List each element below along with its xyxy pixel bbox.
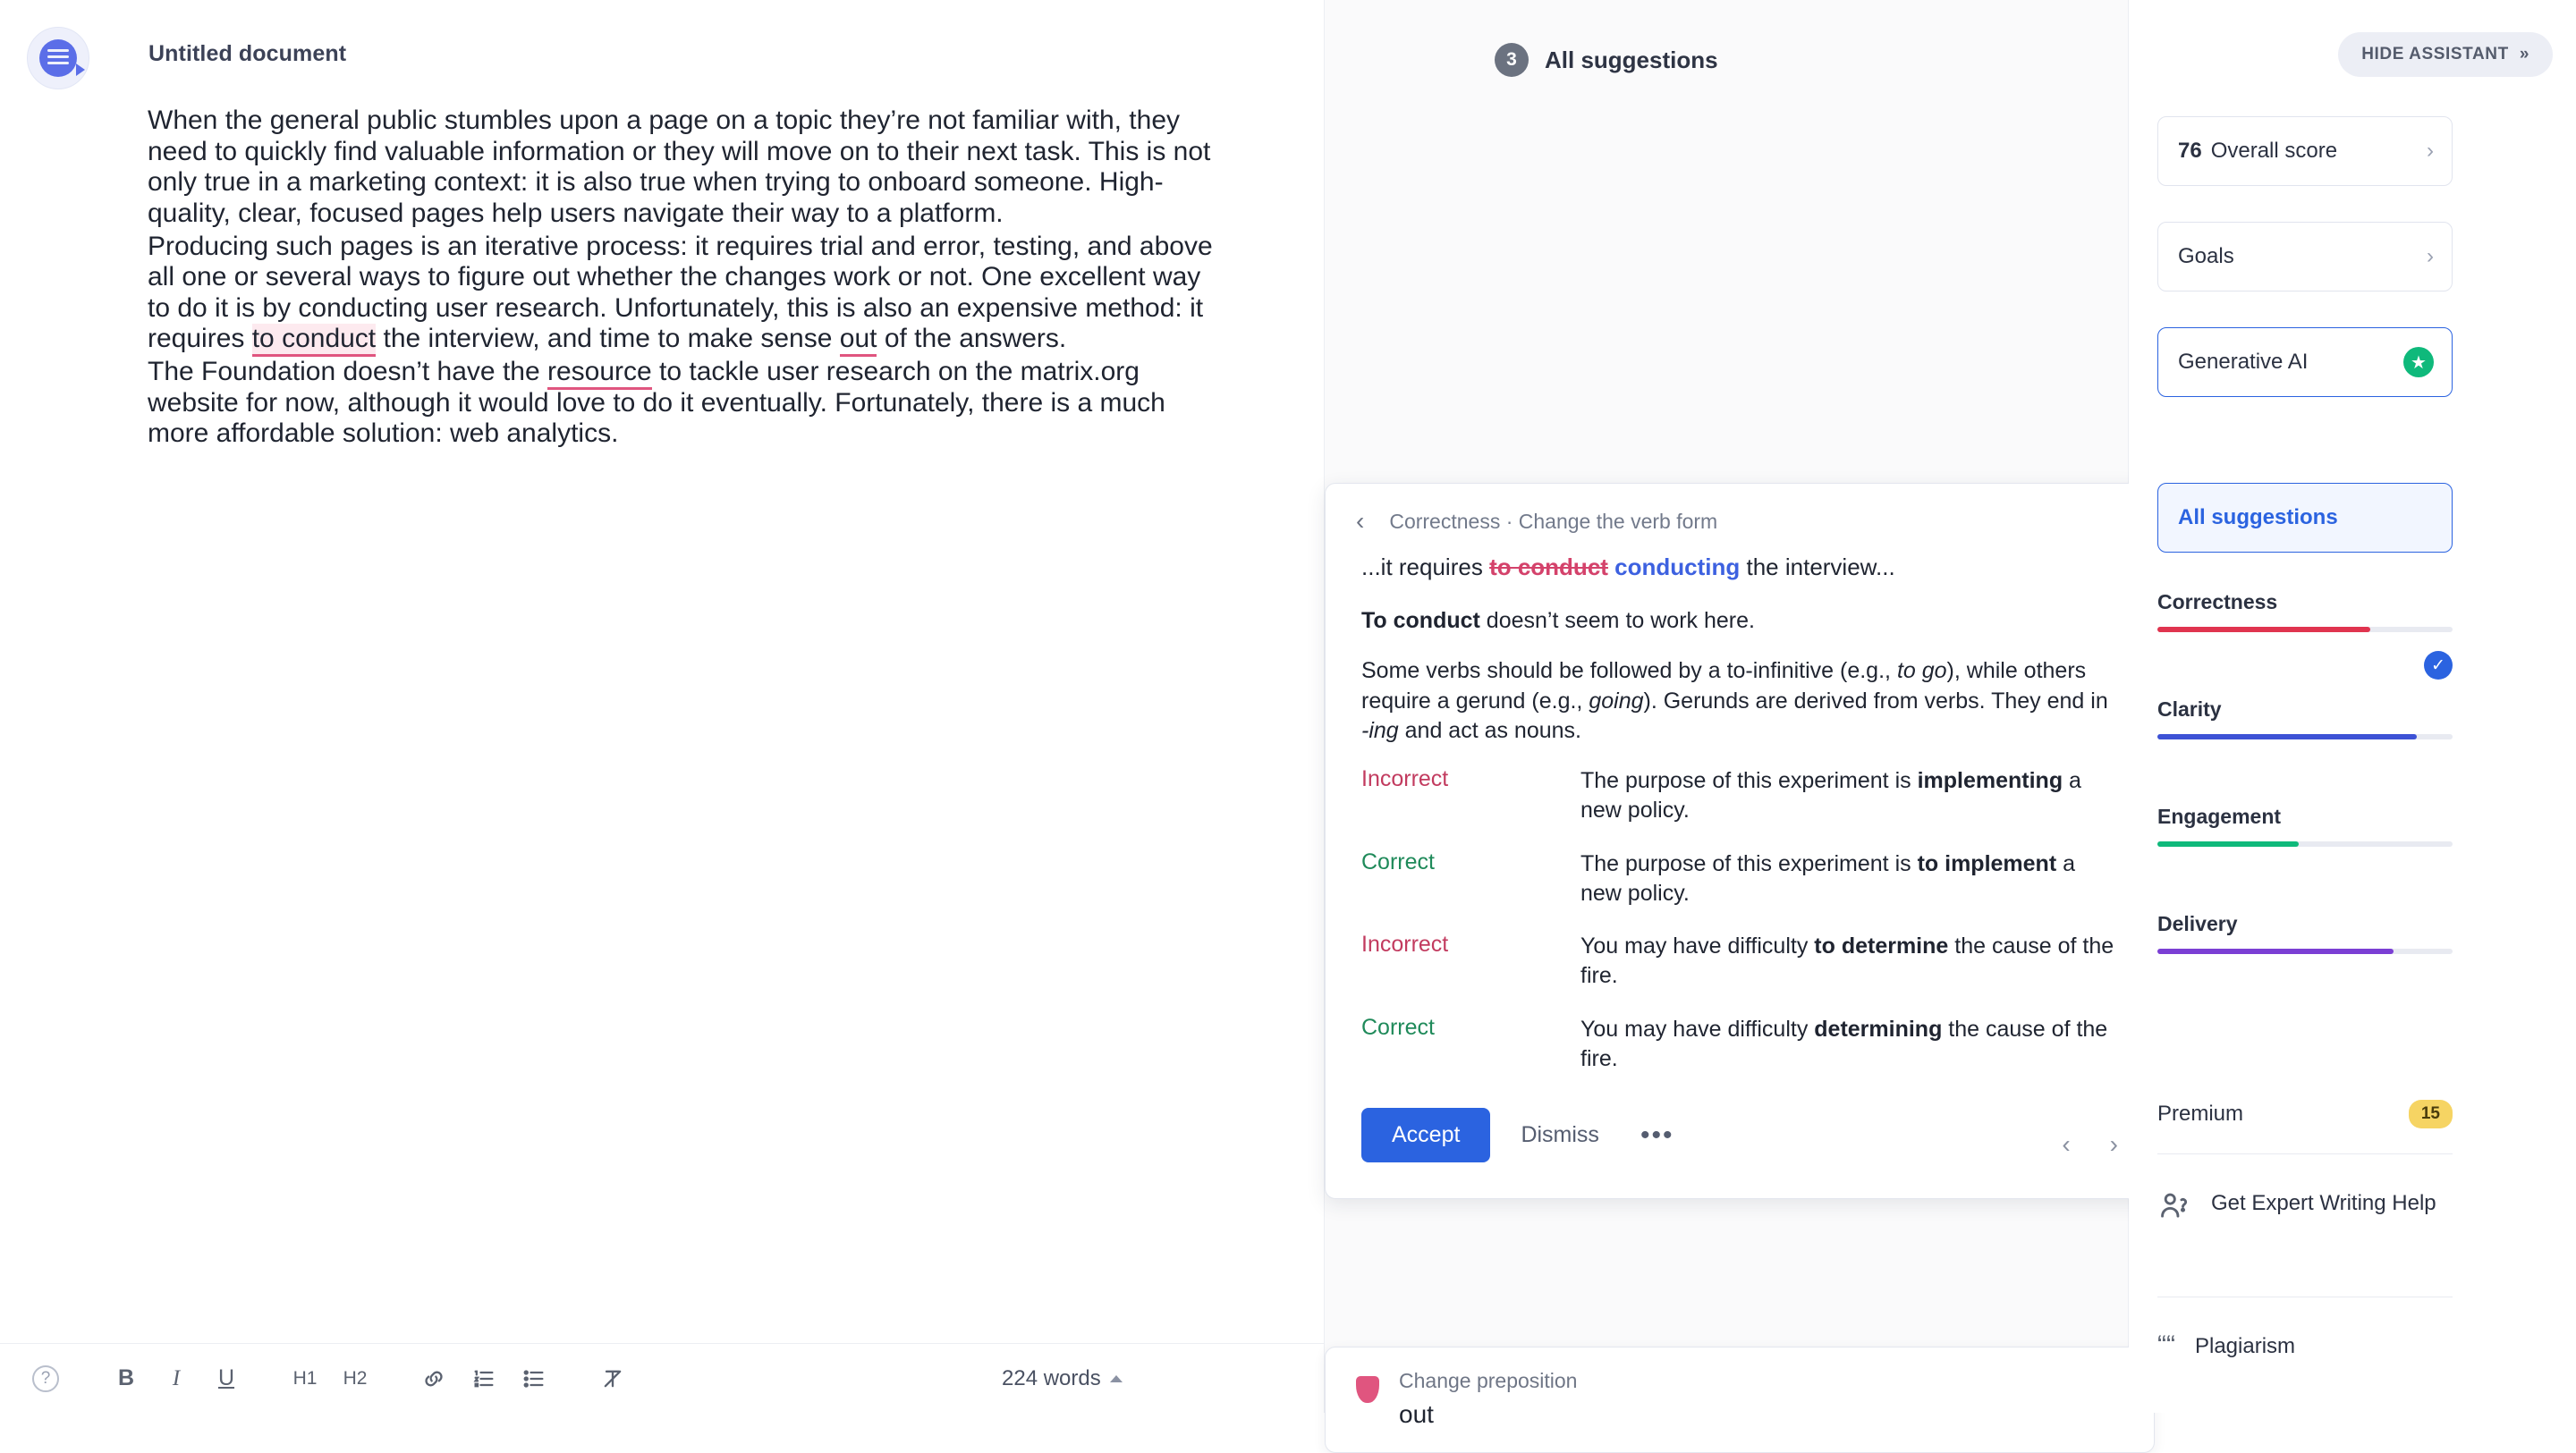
suggestion-highlight-resource[interactable]: resource: [547, 357, 652, 390]
example-text-part: the cause of the fire.: [1580, 933, 2114, 989]
example-text-part: The purpose of this experiment is: [1580, 768, 1918, 794]
suggestions-header-label: All suggestions: [1545, 46, 1718, 73]
italic-button[interactable]: I: [172, 1365, 181, 1390]
metric-correctness[interactable]: [2157, 590, 2453, 632]
example-text-part: a new policy.: [1580, 850, 2076, 906]
check-circle-icon: ✓: [2424, 651, 2453, 680]
example-text: [1580, 932, 2118, 992]
paragraph-1: [148, 106, 1216, 230]
examples-list: [1361, 766, 2118, 1074]
heading-2-button[interactable]: H2: [343, 1367, 368, 1389]
all-suggestions-label: All suggestions: [2178, 505, 2338, 529]
text-run: of the answers.: [877, 324, 1067, 354]
example-text-part: a new policy.: [1580, 768, 2081, 824]
plagiarism-row[interactable]: [2157, 1332, 2462, 1360]
accept-button[interactable]: Accept: [1361, 1108, 1490, 1162]
suggestion-card-actions: [1326, 1097, 2154, 1198]
metric-label: Clarity: [2157, 697, 2222, 721]
bulleted-list-icon[interactable]: [512, 1356, 556, 1401]
preview-removed-text: to conduct: [1489, 553, 1608, 580]
example-tag: Correct: [1361, 849, 1435, 874]
heading-1-button[interactable]: H1: [292, 1367, 318, 1389]
text-run: The Foundation doesn’t have the: [148, 357, 547, 387]
example-text: [1580, 766, 2118, 826]
overall-score-row[interactable]: [2157, 116, 2453, 186]
next-suggestion-title: Change preposition: [1399, 1369, 1578, 1392]
plagiarism-label: Plagiarism: [2194, 1334, 2296, 1358]
example-tag: Incorrect: [1361, 932, 1449, 958]
chevron-left-icon[interactable]: ‹: [2062, 1130, 2071, 1159]
premium-row[interactable]: [2157, 1100, 2453, 1128]
metric-label: Correctness: [2157, 590, 2278, 613]
shield-alert-icon: [1356, 1376, 1379, 1403]
explanation-part-italic: -ing: [1361, 718, 1399, 744]
dismiss-button[interactable]: Dismiss: [1521, 1122, 1599, 1148]
preview-added-text: conducting: [1614, 553, 1741, 580]
assistant-sidebar: [2129, 0, 2576, 1413]
premium-count-badge: 15: [2409, 1100, 2453, 1128]
hide-assistant-button[interactable]: [2338, 32, 2553, 77]
example-tag: Correct: [1361, 1014, 1435, 1040]
suggestion-highlight-out[interactable]: out: [840, 324, 877, 357]
assistant-logo-icon[interactable]: [27, 27, 89, 89]
example-text-bold: implementing: [1917, 768, 2063, 794]
goals-row[interactable]: [2157, 222, 2453, 291]
example-row: [1361, 1015, 2118, 1075]
numbered-list-icon[interactable]: [462, 1356, 506, 1401]
suggestion-highlight-to-conduct[interactable]: to conduct: [252, 324, 376, 357]
get-expert-writing-help-row[interactable]: [2157, 1189, 2462, 1223]
chevron-right-icon: ›: [2427, 244, 2434, 268]
editor-toolbar: [0, 1343, 1324, 1413]
document-editor-pane: [0, 0, 1324, 1413]
text-run: Producing such pages is an iterative process: it requires trial and error, testing, and above all one or several ways to figure out whether the changes work or not. One excellent way to do it is by conducting user research. Unfortunately, this is also an expensive method: it requires: [148, 231, 1213, 354]
chevron-left-icon[interactable]: ‹: [1356, 507, 1365, 535]
overall-score-value: 76: [2178, 139, 2202, 163]
metric-delivery[interactable]: [2157, 912, 2453, 954]
explanation-part: ), while others require a gerund (e.g.,: [1361, 657, 2087, 714]
example-tag: Incorrect: [1361, 766, 1449, 792]
metric-bar: [2157, 841, 2453, 847]
example-text-bold: to determine: [1814, 933, 1949, 959]
word-count-label: 224 words: [1002, 1366, 1101, 1390]
person-help-icon: [2157, 1189, 2191, 1223]
goals-label: Goals: [2178, 244, 2234, 268]
card-navigation: [2062, 1130, 2118, 1159]
suggestion-preview: [1361, 552, 2118, 583]
all-suggestions-tab[interactable]: [2157, 483, 2453, 553]
example-text: [1580, 849, 2118, 909]
example-text-part: the cause of the fire.: [1580, 1016, 2108, 1071]
explanation-part-italic: to go: [1896, 657, 1947, 683]
example-row: [1361, 932, 2118, 992]
explanation-part: and act as nouns.: [1398, 718, 1581, 744]
link-icon[interactable]: [411, 1356, 456, 1401]
lightbulb-icon: ★: [2403, 347, 2434, 377]
suggestion-card-body: [1326, 543, 2154, 1074]
generative-ai-row[interactable]: [2157, 327, 2453, 397]
generative-ai-label: Generative AI: [2178, 350, 2309, 374]
chevron-double-right-icon: »: [2519, 45, 2529, 63]
explanation-part-italic: going: [1589, 688, 1644, 714]
preview-prefix: ...it requires: [1361, 553, 1490, 580]
text-run: When the general public stumbles upon a page on a topic they’re not familiar with, they need to quickly find valuable information or they will move on to their next task. This is not only true in a marketing context: it is also true when trying to onboard someone. High-quality, clear, focused pages help users navigate their way to a platform.: [148, 106, 1211, 228]
example-text-bold: determining: [1814, 1016, 1943, 1042]
underline-button[interactable]: U: [217, 1365, 235, 1390]
text-run: to tackle user research on the matrix.org website for now, although it would love to do it eventually. Fortunately, there is a much more affordable solution: web analytics.: [148, 357, 1165, 449]
suggestion-explanation: [1361, 656, 2118, 747]
document-text[interactable]: [148, 106, 1216, 452]
suggestion-category-path: Correctness · Change the verb form: [1389, 509, 1718, 533]
metric-clarity[interactable]: [2157, 655, 2453, 739]
headline-rest-text: doesn’t seem to work here.: [1479, 608, 1755, 634]
expert-help-label: Get Expert Writing Help: [2211, 1191, 2436, 1215]
more-options-button[interactable]: •••: [1640, 1119, 1674, 1150]
metric-engagement[interactable]: [2157, 805, 2453, 847]
suggestion-card[interactable]: [1325, 483, 2155, 1199]
example-row: [1361, 766, 2118, 826]
suggestions-count-badge: 3: [1495, 43, 1529, 77]
explanation-part: ). Gerunds are derived from verbs. They end in: [1643, 688, 2108, 714]
metric-bar: [2157, 734, 2453, 739]
example-text-part: The purpose of this experiment is: [1580, 850, 1918, 876]
explanation-part: Some verbs should be followed by a to-infinitive (e.g.,: [1361, 657, 1897, 683]
suggestion-card-header: [1326, 484, 2154, 543]
chevron-right-icon: ›: [2427, 139, 2434, 163]
suggestions-header: [1495, 43, 1718, 77]
sidebar-divider: [2157, 1153, 2453, 1154]
metric-label: Delivery: [2157, 912, 2238, 935]
hide-assistant-label: HIDE ASSISTANT: [2361, 45, 2509, 63]
logo-tail-shape: [76, 63, 85, 76]
example-text-bold: to implement: [1917, 850, 2057, 876]
example-text-part: You may have difficulty: [1580, 933, 1815, 959]
example-text-part: You may have difficulty: [1580, 1016, 1815, 1042]
suggestion-headline: [1361, 606, 2118, 637]
text-run: the interview, and time to make sense: [376, 324, 840, 354]
caret-up-icon[interactable]: [1110, 1375, 1123, 1382]
quote-icon: ““: [2157, 1331, 2175, 1360]
clear-formatting-icon[interactable]: [590, 1356, 635, 1401]
metric-bar: [2157, 949, 2453, 954]
formatting-buttons: [104, 1356, 635, 1401]
help-circle-icon[interactable]: ?: [32, 1365, 59, 1392]
next-suggestion-content: [1399, 1369, 1577, 1429]
logo-inner-shape: [39, 39, 77, 77]
premium-label: Premium: [2157, 1102, 2244, 1126]
chevron-right-icon[interactable]: ›: [2109, 1130, 2118, 1159]
metric-label: Engagement: [2157, 805, 2282, 828]
metric-bar: [2157, 627, 2453, 632]
suggestions-pane: [1324, 0, 2129, 1428]
bold-button[interactable]: B: [117, 1365, 135, 1390]
example-row: [1361, 849, 2118, 909]
paragraph-3: [148, 357, 1216, 450]
next-suggestion-word: out: [1399, 1400, 1434, 1428]
word-count[interactable]: [1002, 1366, 1123, 1391]
overall-score-label: Overall score: [2210, 139, 2338, 163]
page-title[interactable]: Untitled document: [148, 41, 347, 66]
headline-bold-text: To conduct: [1361, 608, 1480, 634]
next-suggestion-card[interactable]: [1325, 1347, 2155, 1453]
example-text: [1580, 1015, 2118, 1075]
preview-suffix: the interview...: [1740, 553, 1895, 580]
paragraph-2: [148, 232, 1216, 356]
